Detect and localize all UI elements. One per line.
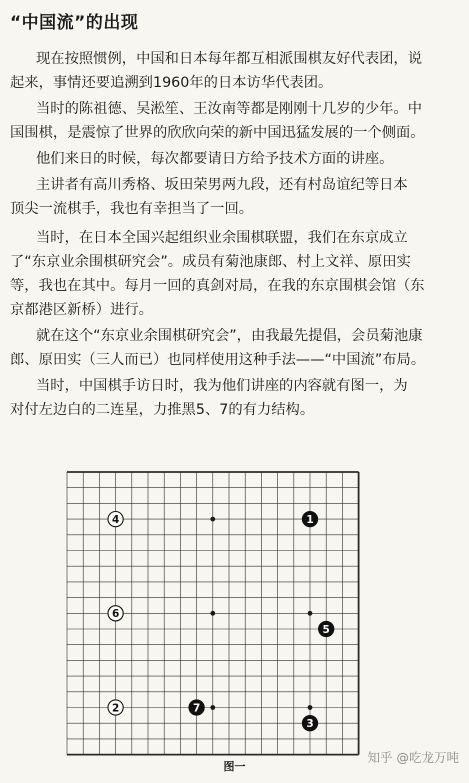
text-line: 对付左边白的二连星，力推黑5、7的有力结构。 <box>10 402 315 418</box>
text-line: 主讲者有高川秀格、坂田荣男两九段，还有村岛谊纪等日本 <box>36 177 408 193</box>
star-point <box>210 705 215 710</box>
text-line: 国围棋，是震惊了世界的欣欣向荣的新中国迅猛发展的一个侧面。 <box>10 125 425 141</box>
text-line: 当时，在日本全国兴起组织业余围棋联盟，我们在东京成立 <box>36 230 408 246</box>
svg-text:4: 4 <box>111 513 120 526</box>
text-line: 现在按照惯例，中国和日本每年都互相派围棋友好代表团，说 <box>36 51 423 67</box>
text-line: 等，我也在其中。每月一回的真剑对局，在我的东京围棋会馆（东 <box>10 278 425 294</box>
text-line: 郎、原田实（三人而已）也同样使用这种手法——“中国流”布局。 <box>10 352 426 368</box>
white-stone-4 <box>108 511 123 526</box>
svg-text:1: 1 <box>306 513 314 526</box>
star-point <box>308 705 313 710</box>
text-line: 当时的陈祖德、吴淞笙、王汝南等都是刚刚十几岁的少年。中 <box>36 101 423 117</box>
page-title: “中国流”的出现 <box>10 13 139 33</box>
text-line: 起来，事情还要追溯到1960年的日本访华代表团。 <box>10 75 333 91</box>
text-line: 京都港区新桥）进行。 <box>10 302 153 318</box>
svg-text:7: 7 <box>192 702 201 715</box>
star-point <box>210 611 215 616</box>
text-line: 了“东京业余围棋研究会”。成员有菊池康郎、村上文祥、原田实 <box>10 254 411 270</box>
text-line: 顶尖一流棋手，我也有幸担当了一回。 <box>10 201 254 217</box>
black-stone-3 <box>302 716 317 731</box>
svg-text:3: 3 <box>306 718 314 730</box>
text-line: 当时，中国棋手访日时，我为他们讲座的内容就有图一，为 <box>36 378 408 394</box>
watermark: 知乎 @吃龙万吨 <box>367 750 459 765</box>
svg-text:5: 5 <box>322 623 330 636</box>
star-point <box>308 611 313 616</box>
white-stone-2 <box>108 700 123 715</box>
svg-text:2: 2 <box>111 702 120 715</box>
black-stone-1 <box>302 511 317 526</box>
text-line: 他们来日的时候，每次都要请日方给予技术方面的讲座。 <box>36 151 394 167</box>
black-stone-7 <box>189 700 204 715</box>
star-point <box>210 517 215 522</box>
white-stone-6 <box>108 606 123 621</box>
stones-layer <box>108 511 334 730</box>
svg-text:6: 6 <box>111 608 120 621</box>
diagram-caption: 图一 <box>223 760 246 773</box>
text-line: 就在这个“东京业余围棋研究会”，由我最先提倡，会员菊池康 <box>36 328 423 344</box>
black-stone-5 <box>319 621 334 636</box>
